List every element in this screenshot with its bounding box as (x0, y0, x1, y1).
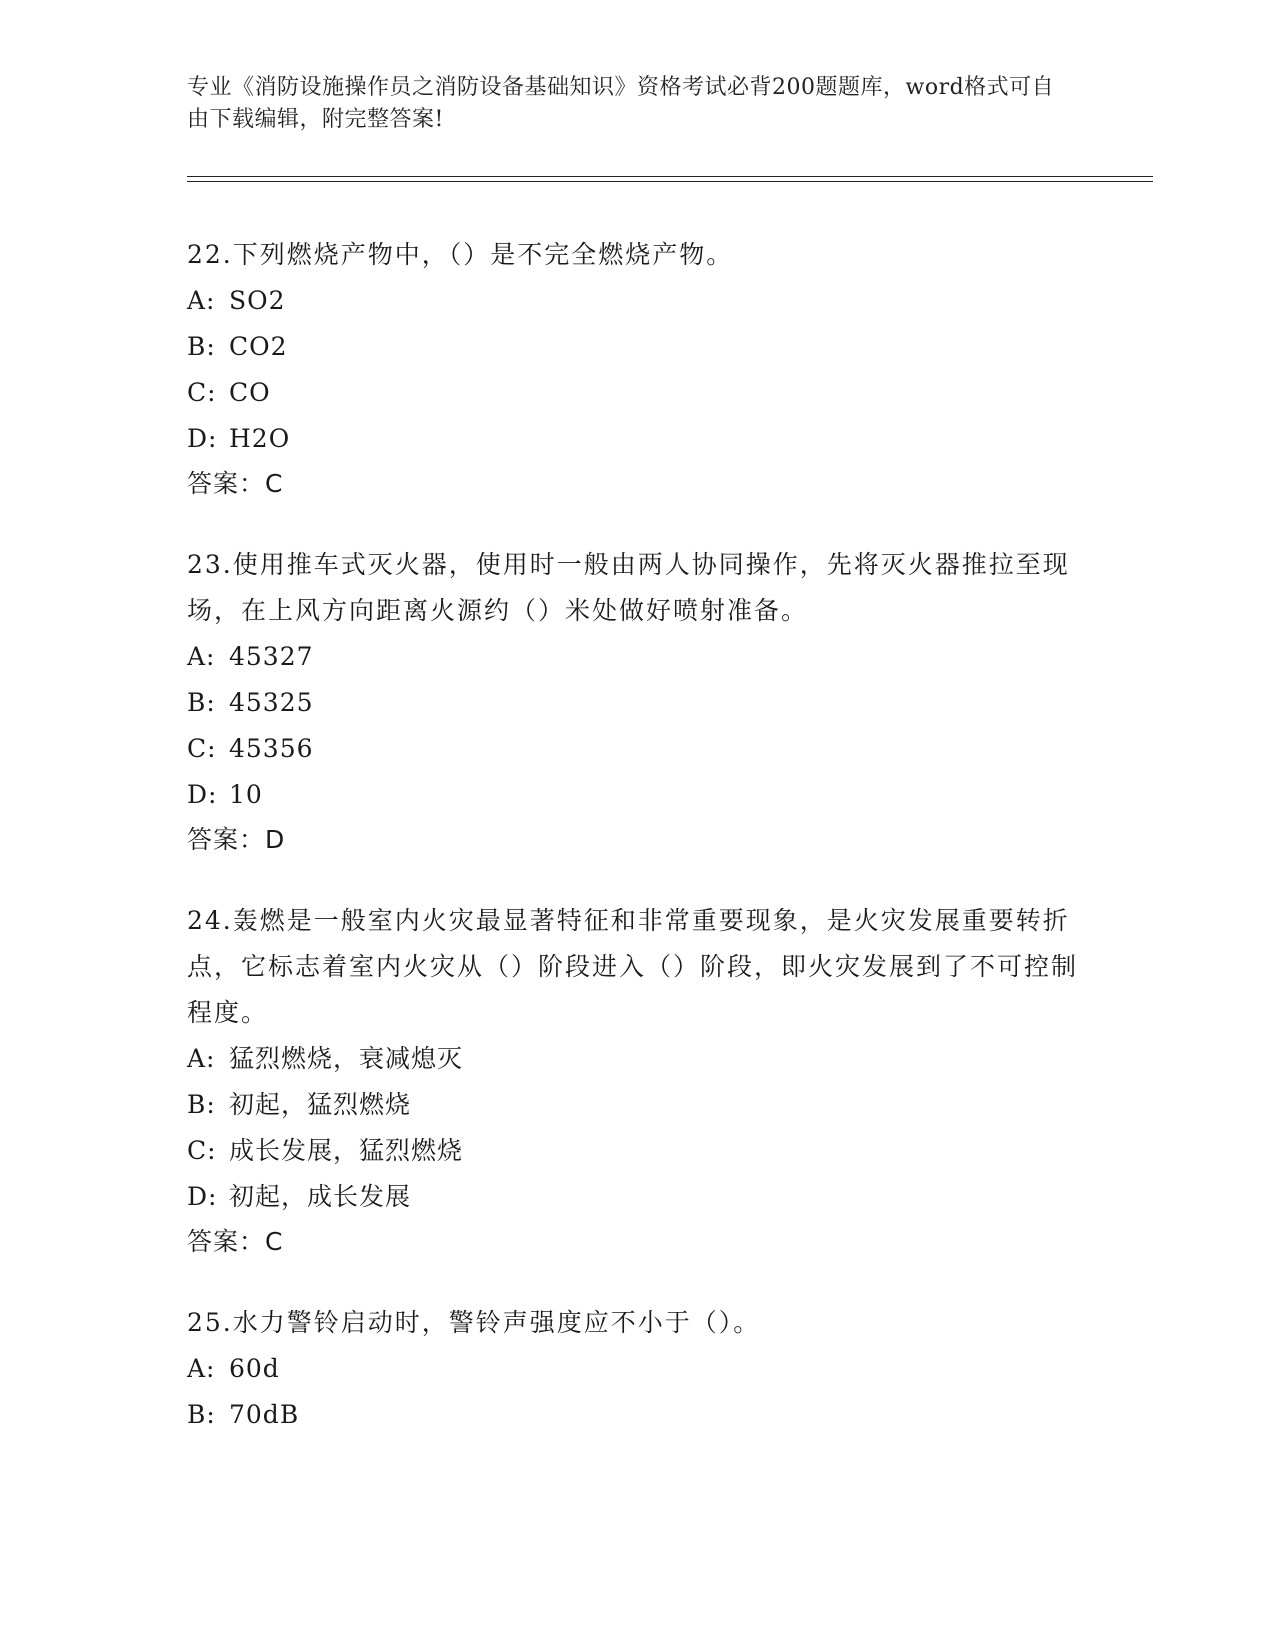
option-label: C: (187, 1136, 217, 1165)
option-a (187, 634, 1087, 680)
option-text: 45356 (229, 734, 314, 763)
question-stem: 25.水力警铃启动时，警铃声强度应不小于（）。 (187, 1308, 761, 1337)
question-stem: 23.使用推车式灭火器，使用时一般由两人协同操作，先将灭火器推拉至现场，在上风方向距离火源约（）米处做好喷射准备。 (187, 550, 1070, 625)
option-label: C: (187, 734, 217, 763)
option-text: H2O (229, 424, 291, 453)
option-label: B: (187, 688, 216, 717)
option-text: 初起，猛烈燃烧 (229, 1090, 412, 1119)
option-text: 45327 (229, 642, 314, 671)
question-stem: 22.下列燃烧产物中，（）是不完全燃烧产物。 (187, 240, 734, 269)
option-b (187, 680, 1087, 726)
option-text: 45325 (229, 688, 314, 717)
option-text: 70dB (229, 1400, 300, 1429)
option-d (187, 772, 1087, 818)
option-a (187, 1346, 1087, 1392)
question-list (187, 232, 1087, 1474)
option-b (187, 1082, 1087, 1128)
option-label: D: (187, 424, 218, 453)
question-22 (187, 232, 1087, 506)
option-c (187, 726, 1087, 772)
option-a (187, 278, 1087, 324)
option-label: D: (187, 780, 218, 809)
question-25 (187, 1300, 1087, 1438)
option-text: CO2 (229, 332, 288, 361)
option-text: 10 (229, 780, 263, 809)
option-label: B: (187, 1400, 216, 1429)
option-label: A: (187, 286, 216, 315)
option-c (187, 1128, 1087, 1174)
answer: 答案：C (187, 469, 284, 498)
header-divider-top (187, 176, 1153, 177)
option-label: A: (187, 642, 216, 671)
option-b (187, 324, 1087, 370)
option-label: B: (187, 332, 216, 361)
option-text: SO2 (229, 286, 286, 315)
option-label: A: (187, 1044, 216, 1073)
option-c (187, 370, 1087, 416)
option-text: 成长发展，猛烈燃烧 (229, 1136, 464, 1165)
option-d (187, 416, 1087, 462)
option-text: 初起，成长发展 (229, 1182, 412, 1211)
option-text: 60d (229, 1354, 280, 1383)
option-text: 猛烈燃烧，衰减熄灭 (229, 1044, 464, 1073)
answer: 答案：C (187, 1227, 284, 1256)
question-23 (187, 542, 1087, 862)
option-label: D: (187, 1182, 218, 1211)
option-d (187, 1174, 1087, 1220)
answer: 答案：D (187, 825, 286, 854)
option-a (187, 1036, 1087, 1082)
header-divider-bottom (187, 181, 1153, 182)
question-24 (187, 898, 1087, 1264)
option-label: B: (187, 1090, 216, 1119)
document-header: 专业《消防设施操作员之消防设备基础知识》资格考试必背200题题库，word格式可自由下载编辑，附完整答案! (187, 75, 1055, 132)
option-label: A: (187, 1354, 216, 1383)
option-text: CO (229, 378, 271, 407)
option-b (187, 1392, 1087, 1438)
option-label: C: (187, 378, 217, 407)
question-stem: 24.轰燃是一般室内火灾最显著特征和非常重要现象，是火灾发展重要转折点，它标志着室内火灾从（）阶段进入（）阶段，即火灾发展到了不可控制程度。 (187, 906, 1079, 1027)
